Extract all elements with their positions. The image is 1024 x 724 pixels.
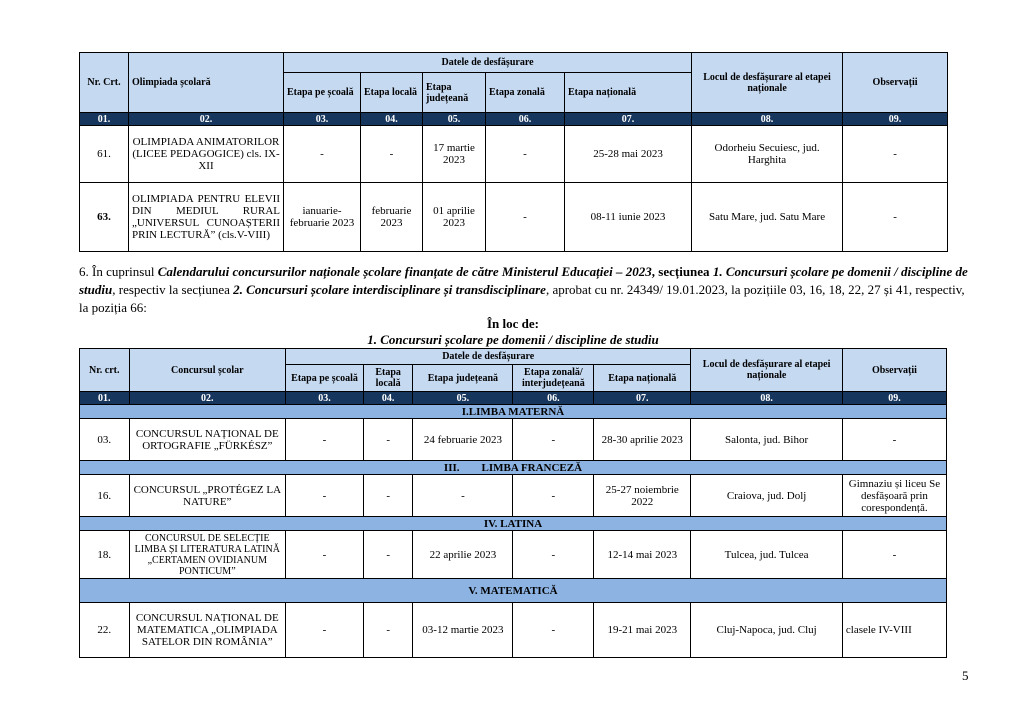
- header-judeteana: Etapa județeană: [423, 73, 486, 113]
- cell-scoala: -: [286, 531, 364, 579]
- calendar-title: Calendarului concursurilor naționale școlare finanțate de către Ministerul Educației – 2023: [157, 264, 652, 279]
- cell-name: OLIMPIADA ANIMATORILOR (LICEE PEDAGOGICE) cls. IX-XII: [129, 126, 284, 183]
- table-row: [80, 603, 947, 658]
- page-number: 5: [962, 668, 969, 683]
- header-zonala: Etapa zonală/ interjudețeană: [513, 365, 594, 392]
- col-num: 08.: [692, 113, 843, 126]
- col-num: 02.: [129, 392, 286, 405]
- table-row: [80, 419, 947, 461]
- cell-locala: -: [363, 531, 413, 579]
- section-header: III. LIMBA FRANCEZĂ: [80, 461, 947, 475]
- cell-locul: Salonta, jud. Bihor: [691, 419, 843, 461]
- cell-name: CONCURSUL NAȚIONAL DE MATEMATICA „OLIMPIADA SATELOR DIN ROMÂNIA”: [129, 603, 286, 658]
- cell-judeteana: 17 martie 2023: [423, 126, 486, 183]
- header-dates: Datele de desfășurare: [286, 349, 691, 365]
- header-nr: Nr. Crt.: [80, 53, 129, 113]
- column-number-row: [80, 392, 947, 405]
- instead-subtitle: 1. Concursuri școlare pe domenii / discipline de studiu: [367, 332, 659, 347]
- cell-scoala: -: [286, 475, 364, 517]
- header-dates: Datele de desfășurare: [284, 53, 692, 73]
- cell-nr: 03.: [80, 419, 130, 461]
- section-2-title: 2. Concursuri școlare interdisciplinare și transdisciplinare: [233, 282, 546, 297]
- table-row: [80, 531, 947, 579]
- header-zonala: Etapa zonală: [486, 73, 565, 113]
- col-num: 09.: [843, 113, 948, 126]
- section-header: I.LIMBA MATERNĂ: [80, 405, 947, 419]
- header-name: Concursul școlar: [129, 349, 286, 392]
- cell-locala: -: [363, 603, 413, 658]
- cell-locul: Cluj-Napoca, jud. Cluj: [691, 603, 843, 658]
- col-num: 05.: [423, 113, 486, 126]
- cell-judeteana: -: [413, 475, 513, 517]
- cell-nationala: 08-11 iunie 2023: [565, 183, 692, 252]
- amendment-paragraph: [79, 263, 969, 317]
- header-scoala: Etapa pe școală: [286, 365, 364, 392]
- cell-obs: -: [842, 419, 946, 461]
- col-num: 06.: [513, 392, 594, 405]
- cell-obs: clasele IV-VIII: [842, 603, 946, 658]
- cell-obs: -: [843, 126, 948, 183]
- olympiad-table: [79, 52, 948, 252]
- section-header: IV. LATINA: [80, 517, 947, 531]
- header-scoala: Etapa pe școală: [284, 73, 361, 113]
- cell-zonala: -: [486, 126, 565, 183]
- section-header: V. MATEMATICĂ: [80, 579, 947, 603]
- cell-judeteana: 24 februarie 2023: [413, 419, 513, 461]
- col-num: 03.: [284, 113, 361, 126]
- cell-nr: 22.: [80, 603, 130, 658]
- cell-nr: 18.: [80, 531, 130, 579]
- cell-obs: -: [843, 183, 948, 252]
- cell-nr: 61.: [80, 126, 129, 183]
- cell-scoala: -: [286, 419, 364, 461]
- header-nationala: Etapa națională: [565, 73, 692, 113]
- cell-zonala: -: [513, 603, 594, 658]
- para-section-word: , secțiunea: [651, 264, 713, 279]
- cell-name: OLIMPIADA PENTRU ELEVII DIN MEDIUL RURAL „UNIVERSUL CUNOAȘTERII PRIN LECTURĂ” (cls.V-VIII): [129, 183, 284, 252]
- cell-scoala: -: [284, 126, 361, 183]
- col-num: 02.: [129, 113, 284, 126]
- cell-locul: Odorheiu Secuiesc, jud. Harghita: [692, 126, 843, 183]
- cell-zonala: -: [513, 419, 594, 461]
- cell-obs: Gimnaziu și liceu Se desfășoară prin corespondență.: [842, 475, 946, 517]
- col-num: 04.: [361, 113, 423, 126]
- cell-locala: februarie 2023: [361, 183, 423, 252]
- cell-scoala: -: [286, 603, 364, 658]
- header-locul: Locul de desfășurare al etapei naționale: [692, 53, 843, 113]
- cell-locul: Satu Mare, jud. Satu Mare: [692, 183, 843, 252]
- col-num: 07.: [594, 392, 691, 405]
- section-1-title: 1. Concursuri școlare pe domenii / discipline de studiu: [79, 264, 968, 297]
- cell-nationala: 12-14 mai 2023: [594, 531, 691, 579]
- col-num: 08.: [691, 392, 843, 405]
- column-number-row: [80, 113, 948, 126]
- cell-nr: 63.: [80, 183, 129, 252]
- cell-name: CONCURSUL „PROTÉGEZ LA NATURE”: [129, 475, 286, 517]
- table-row: [80, 126, 948, 183]
- cell-nr: 16.: [80, 475, 130, 517]
- cell-nationala: 25-28 mai 2023: [565, 126, 692, 183]
- cell-zonala: -: [513, 475, 594, 517]
- header-name: Olimpiada școlară: [129, 53, 284, 113]
- header-judeteana: Etapa județeană: [413, 365, 513, 392]
- col-num: 05.: [413, 392, 513, 405]
- col-num: 09.: [842, 392, 946, 405]
- table-row: [80, 475, 947, 517]
- col-num: 03.: [286, 392, 364, 405]
- para-text: 6. În cuprinsul: [79, 264, 158, 279]
- contest-table: [79, 348, 947, 658]
- cell-judeteana: 22 aprilie 2023: [413, 531, 513, 579]
- header-locala: Etapa locală: [361, 73, 423, 113]
- col-num: 04.: [363, 392, 413, 405]
- para-text: , aprobat cu nr. 24349/ 19.01.2023, la pozițiile 03, 16, 18, 22, 27 și 41, respectiv, la poziția 66:: [79, 282, 965, 315]
- cell-nationala: 28-30 aprilie 2023: [594, 419, 691, 461]
- cell-locul: Tulcea, jud. Tulcea: [691, 531, 843, 579]
- col-num: 01.: [80, 392, 130, 405]
- header-nationala: Etapa națională: [594, 365, 691, 392]
- col-num: 06.: [486, 113, 565, 126]
- para-text: , respectiv la secțiunea: [112, 282, 234, 297]
- col-num: 07.: [565, 113, 692, 126]
- table-row: [80, 183, 948, 252]
- cell-locala: -: [361, 126, 423, 183]
- instead-heading: În loc de:: [487, 316, 539, 331]
- header-locala: Etapa locală: [363, 365, 413, 392]
- cell-nationala: 19-21 mai 2023: [594, 603, 691, 658]
- cell-scoala: ianuarie-februarie 2023: [284, 183, 361, 252]
- col-num: 01.: [80, 113, 129, 126]
- cell-nationala: 25-27 noiembrie 2022: [594, 475, 691, 517]
- header-locul: Locul de desfășurare al etapei naționale: [691, 349, 843, 392]
- cell-obs: -: [842, 531, 946, 579]
- cell-judeteana: 03-12 martie 2023: [413, 603, 513, 658]
- header-obs: Observații: [843, 53, 948, 113]
- cell-zonala: -: [486, 183, 565, 252]
- cell-locul: Craiova, jud. Dolj: [691, 475, 843, 517]
- cell-name: CONCURSUL DE SELECȚIE LIMBA ȘI LITERATURA LATINĂ „CERTAMEN OVIDIANUM PONTICUM”: [129, 531, 286, 579]
- cell-judeteana: 01 aprilie 2023: [423, 183, 486, 252]
- cell-zonala: -: [513, 531, 594, 579]
- header-obs: Observații: [842, 349, 946, 392]
- cell-locala: -: [363, 419, 413, 461]
- header-nr: Nr. crt.: [80, 349, 130, 392]
- cell-locala: -: [363, 475, 413, 517]
- cell-name: CONCURSUL NAȚIONAL DE ORTOGRAFIE „FÜRKÉSZ”: [129, 419, 286, 461]
